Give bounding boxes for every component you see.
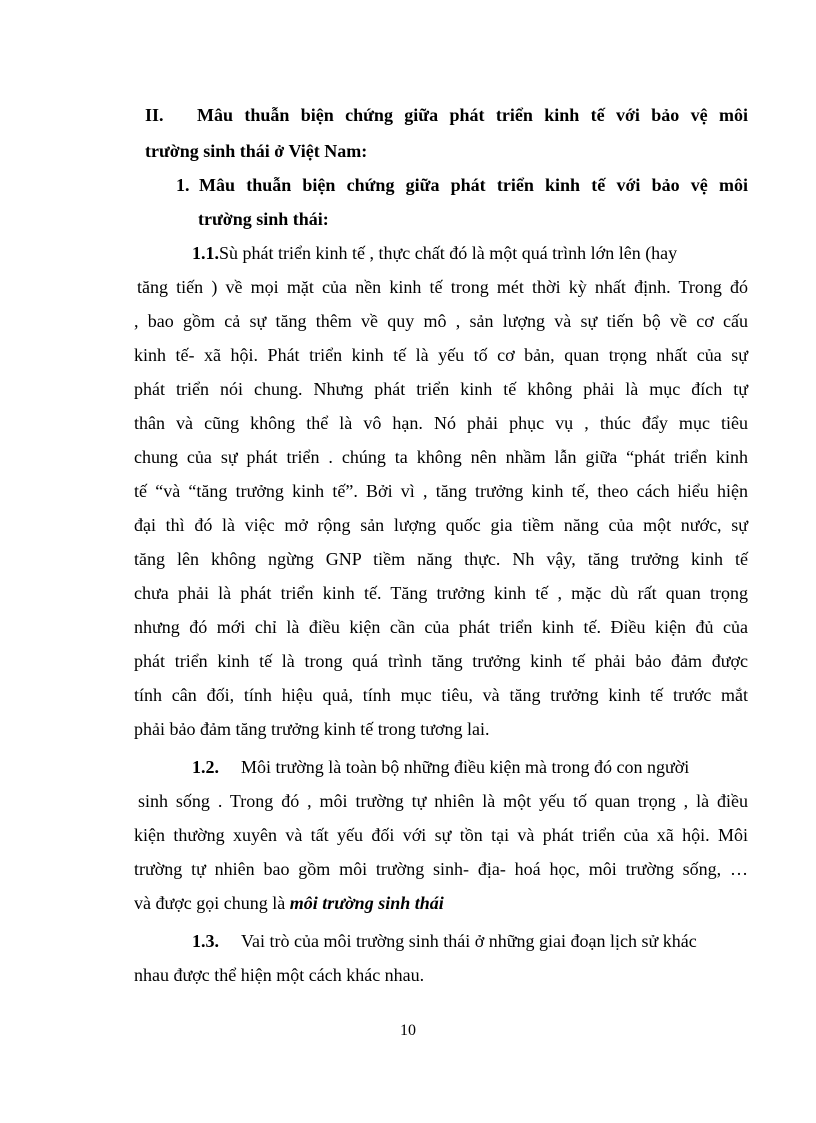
paragraph-1-1-line: kinh tế- xã hội. Phát triển kinh tế là yếu tố cơ bản, quan trọng nhất của sự (134, 345, 748, 365)
paragraph-1-1-line: đại thì đó là việc mở rộng sản lượng quốc gia tiềm năng của một nước, sự (134, 515, 748, 535)
paragraph-1-3-line: Vai trò của môi trường sinh thái ở những giai đoạn lịch sử khác (241, 931, 697, 951)
subsection-title-line-1: Mâu thuẫn biện chứng giữa phát triển kinh tế với bảo vệ môi (199, 175, 748, 195)
paragraph-1-1-line: tăng lên không ngừng GNP tiềm năng thực. Nh vậy, tăng trưởng kinh tế (134, 549, 748, 569)
paragraph-1-2-number: 1.2. (192, 757, 219, 777)
section-title-line-1: Mâu thuẫn biện chứng giữa phát triển kinh tế với bảo vệ môi (197, 105, 748, 125)
emphasis-term: môi trường sinh thái (289, 893, 444, 913)
paragraph-1-1-text: Sù phát triển kinh tế , thực chất đó là một quá trình lớn lên (hay (219, 243, 678, 263)
paragraph-1-1-line (192, 242, 677, 264)
paragraph-1-1-line: nhưng đó mới chỉ là điều kiện cần của phát triển kinh tế. Điều kiện đủ của (134, 617, 748, 637)
paragraph-1-1-line: phát triển nói chung. Nhưng phát triển kinh tế không phải là mục đích tự (134, 379, 748, 399)
paragraph-1-2-line: Môi trường là toàn bộ những điều kiện mà trong đó con người (241, 757, 690, 777)
paragraph-1-2-text: và được gọi chung là (134, 893, 290, 913)
paragraph-1-2-line: trường tự nhiên bao gồm môi trường sinh- địa- hoá học, môi trường sống, … (134, 859, 748, 879)
paragraph-1-1-line: chung của sự phát triển . chúng ta không nên nhầm lẫn giữa “phát triển kinh (134, 447, 748, 467)
paragraph-1-1-line: tính cân đối, tính hiệu quả, tính mục tiêu, và tăng trưởng kinh tế trước mắt (134, 685, 748, 705)
paragraph-1-2-line: sinh sống . Trong đó , môi trường tự nhiên là một yếu tố quan trọng , là điều (138, 791, 748, 811)
paragraph-1-2-line (134, 892, 444, 914)
paragraph-1-1-line: , bao gồm cả sự tăng thêm về quy mô , sản lượng và sự tiến bộ về cơ cấu (134, 311, 748, 331)
subsection-title-line-2: trường sinh thái: (198, 209, 329, 229)
paragraph-1-3-line: nhau được thể hiện một cách khác nhau. (134, 965, 425, 985)
paragraph-1-3-number: 1.3. (192, 931, 219, 951)
paragraph-1-1-line: phải bảo đảm tăng trưởng kinh tế trong tương lai. (134, 719, 490, 739)
section-roman-numeral: II. (145, 105, 164, 125)
paragraph-1-1-number: 1.1. (192, 243, 219, 263)
paragraph-1-1-line: chưa phải là phát triển kinh tế. Tăng trưởng kinh tế , mặc dù rất quan trọng (134, 583, 748, 603)
paragraph-1-1-line: thân và cũng không thể là vô hạn. Nó phải phục vụ , thúc đẩy mục tiêu (134, 413, 748, 433)
paragraph-1-1-line: phát triển kinh tế là trong quá trình tăng trưởng kinh tế phải bảo đảm được (134, 651, 748, 671)
paragraph-1-1-line: tăng tiến ) về mọi mặt của nền kinh tế trong mét thời kỳ nhất định. Trong đó (137, 277, 748, 297)
section-title-line-2: trường sinh thái ở Việt Nam: (145, 141, 368, 161)
paragraph-1-1-line: tế “và “tăng trưởng kinh tế”. Bởi vì , tăng trưởng kinh tế, theo cách hiểu hiện (134, 481, 748, 501)
subsection-number: 1. (176, 175, 190, 195)
paragraph-1-2-line: kiện thường xuyên và tất yếu đối với sự tồn tại và phát triển của xã hội. Môi (134, 825, 748, 845)
page-number: 10 (400, 1022, 416, 1039)
